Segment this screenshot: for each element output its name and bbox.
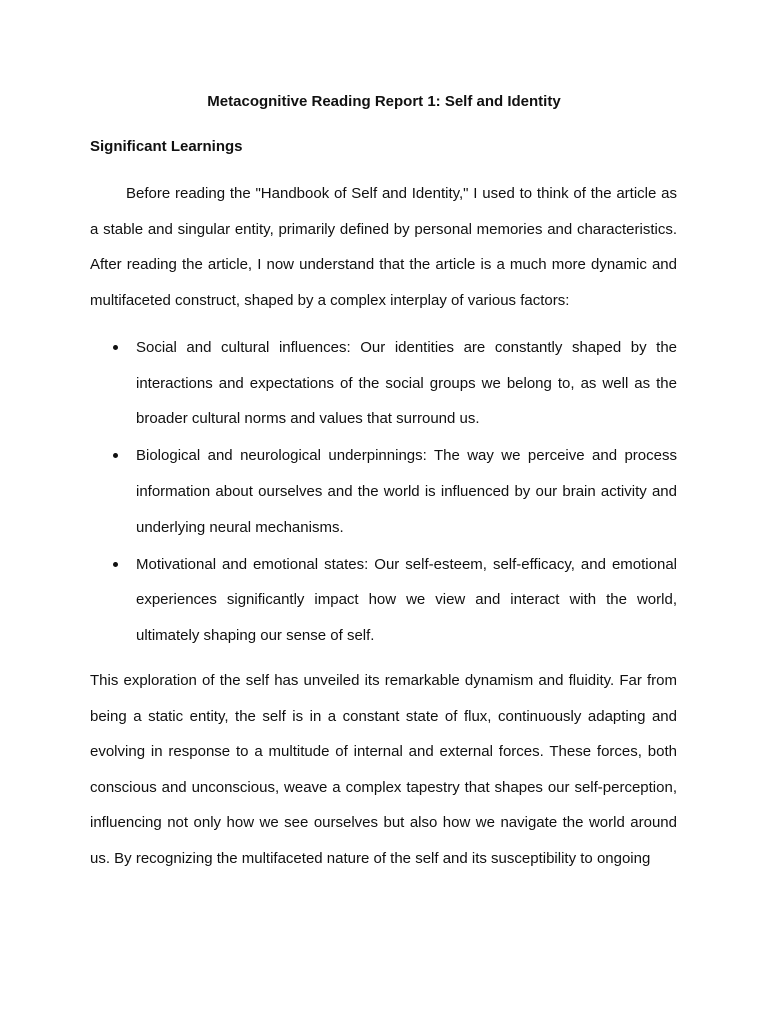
bullet-icon [113,453,118,458]
bullet-icon [113,562,118,567]
bullet-list [90,330,677,655]
list-item [90,547,677,654]
list-item [90,330,677,437]
list-item-text: Motivational and emotional states: Our self-esteem, self-efficacy, and emotional experiences significantly impact how we view and interact with the world, ultimately shaping our sense of self. [136,555,677,644]
section-heading: Significant Learnings [90,138,243,155]
bullet-icon [113,345,118,350]
page-title: Metacognitive Reading Report 1: Self and Identity [207,93,561,110]
list-item [90,438,677,545]
intro-paragraph: Before reading the "Handbook of Self and Identity," I used to think of the article as a stable and singular entity, primarily defined by personal memories and characteristics. After reading the article, I now understand that the article is a much more dynamic and multifaceted construct, shaped by a complex interplay of various factors: [90,185,677,309]
list-item-text: Social and cultural influences: Our identities are constantly shaped by the interactions and expectations of the social groups we belong to, as well as the broader cultural norms and values that surround us. [136,339,677,428]
list-item-text: Biological and neurological underpinnings: The way we perceive and process information about ourselves and the world is influenced by our brain activity and underlying neural mechanisms. [136,447,677,536]
closing-paragraph: This exploration of the self has unveiled its remarkable dynamism and fluidity. Far from being a static entity, the self is in a constant state of flux, continuously adapting and evolving in response to a multitude of internal and external forces. These forces, both conscious and unconscious, weave a complex tapestry that shapes our self-perception, influencing not only how we see ourselves but also how we navigate the world around us. By recognizing the multifaceted nature of the self and its susceptibility to ongoing [90,672,677,867]
